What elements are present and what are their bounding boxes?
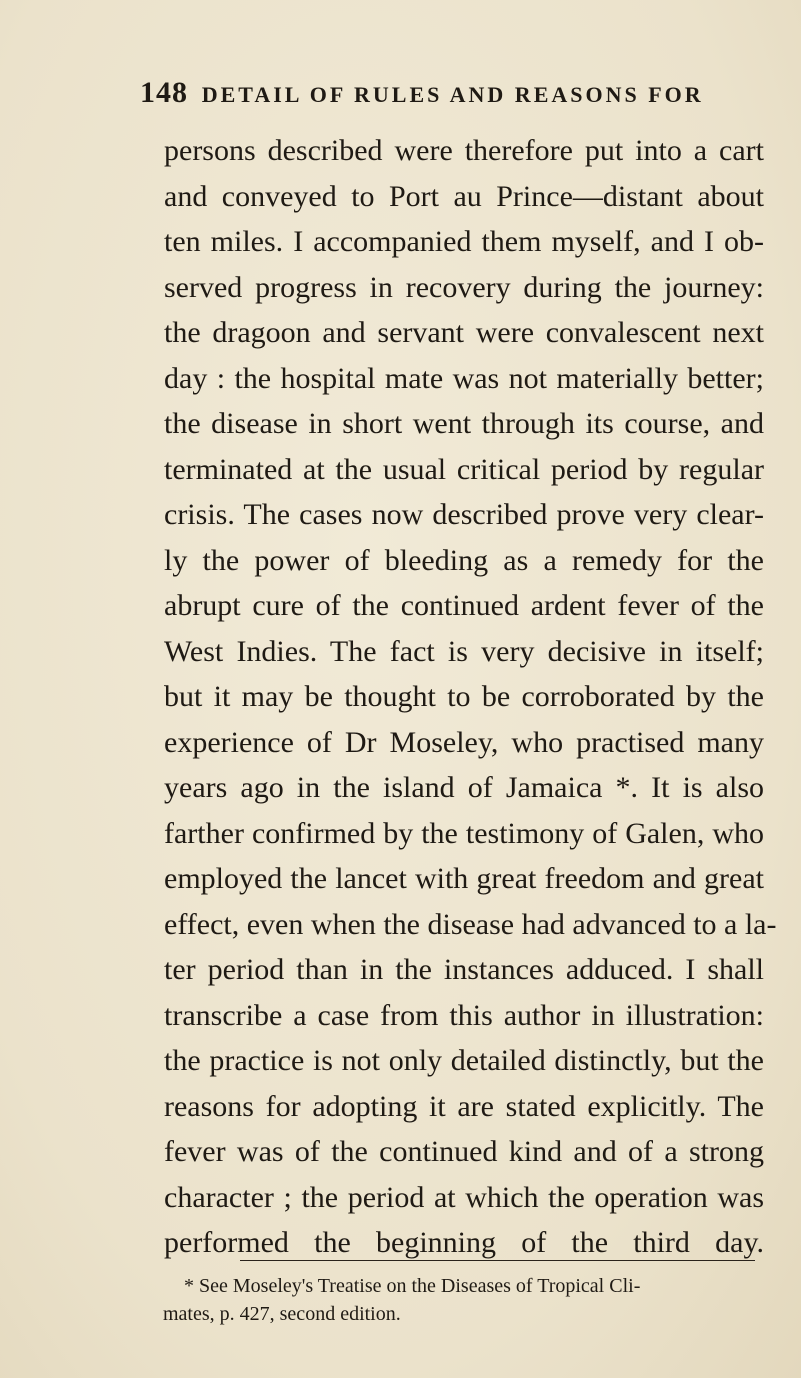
footnote-line: * See Moseley's Treatise on the Diseases of Tropical Cli-: [184, 1275, 641, 1297]
body-line: and conveyed to Port au Prince—distant about: [164, 179, 764, 213]
body-line: effect, even when the disease had advanced to a la-: [164, 907, 777, 941]
body-line: the practice is not only detailed distinctly, but the: [164, 1044, 764, 1077]
body-line: fever was of the continued kind and of a strong: [164, 1135, 764, 1168]
body-line: terminated at the usual critical period by regular: [164, 452, 764, 486]
body-line: persons described were therefore put into a cart: [164, 134, 764, 167]
body-line: employed the lancet with great freedom and great: [164, 862, 764, 895]
body-line: crisis. The cases now described prove very clear-: [164, 498, 764, 531]
page-number: 148: [140, 76, 188, 109]
body-line: reasons for adopting it are stated explicitly. The: [164, 1089, 764, 1123]
body-line: the disease in short went through its course, and: [164, 407, 764, 440]
body-line: ly the power of bleeding as a remedy for the: [164, 543, 764, 577]
body-line: performed the beginning of the third day.: [164, 1226, 764, 1259]
footnote: [163, 1272, 763, 1328]
body-line: experience of Dr Moseley, who practised many: [164, 725, 764, 759]
running-head: [140, 76, 780, 110]
body-line: character ; the period at which the operation was: [164, 1180, 764, 1214]
body-line: served progress in recovery during the journey:: [164, 270, 764, 304]
body-line: years ago in the island of Jamaica *. It is also: [164, 771, 764, 804]
body-line: West Indies. The fact is very decisive in itself;: [164, 634, 764, 668]
body-text: [164, 128, 777, 1266]
body-line: farther confirmed by the testimony of Galen, who: [164, 816, 764, 850]
body-line: ten miles. I accompanied them myself, and I ob-: [164, 225, 764, 258]
running-head-title: DETAIL OF RULES AND REASONS FOR: [201, 82, 704, 107]
body-line: the dragoon and servant were convalescent next: [164, 316, 764, 349]
body-line: transcribe a case from this author in illustration:: [164, 998, 764, 1032]
body-line: but it may be thought to be corroborated by the: [164, 680, 764, 713]
footnote-rule: [240, 1260, 755, 1261]
body-line: day : the hospital mate was not materially better;: [164, 361, 764, 395]
body-line: ter period than in the instances adduced. I shall: [164, 953, 764, 986]
footnote-line: mates, p. 427, second edition.: [163, 1303, 401, 1325]
body-line: abrupt cure of the continued ardent fever of the: [164, 589, 764, 622]
